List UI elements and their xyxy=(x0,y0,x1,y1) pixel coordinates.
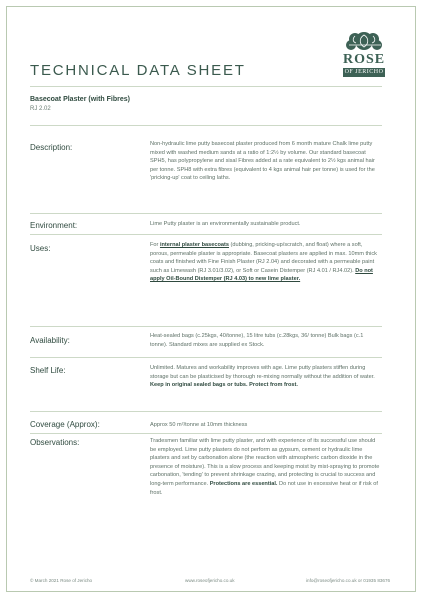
observations-text xyxy=(150,437,382,497)
availability-text: Heat-sealed bags (c.25kgs, 40/tonne), 15 litre tubs (c.28kgs, 36/ tonne) Bulk bags (c.1 tonne). Standard mixes are supplied ex Stock. xyxy=(150,333,364,348)
product-title: Basecoat Plaster (with Fibres) xyxy=(30,96,130,103)
observations-protection-note: Protections are essential. xyxy=(209,480,278,487)
footer-contact[interactable]: info@roseofjericho.co.uk or 01935 83676 xyxy=(306,578,391,583)
oil-bound-distemper-warning-link[interactable]: Do not apply Oil-Bound Distemper (RJ 4.03) to new lime plaster. xyxy=(150,267,373,283)
description-text: Non-hydraulic lime putty basecoat plaster produced from 6 month mature Chalk lime putty mixed with washed medium sands at a ratio of 1:2½ by volume. Our standard basecoat SPH5, has polypropylene and sisal Fibres added at a rate equivalent to 2½ kgs animal hair per tonne. SPH8 with extra fibres (equivalent to 4 kgs animal hair per tonne) is used for the 'pricking-up' coat to ceiling laths. xyxy=(150,141,375,182)
logo-word-rose: ROSE xyxy=(343,52,386,67)
page-border xyxy=(6,6,416,592)
header-divider xyxy=(30,125,382,126)
footer-copyright: © March 2021 Rose of Jericho xyxy=(30,578,93,583)
document-title: TECHNICAL DATA SHEET xyxy=(30,62,246,79)
title-divider xyxy=(30,86,382,87)
environment-label: Environment: xyxy=(30,221,78,230)
coverage-text: Approx 50 m²/tonne at 10mm thickness xyxy=(150,422,248,428)
observations-body: Tradesmen familiar with lime putty plaster, and with experience of its successful use should be employed. Lime putty plasters do not perform as gypsum, cement or hydraulic lime plasters and set by carbonation alone (the reaction with atmospheric carbon dioxide in the presence of moisture). This is a slow process and keeping moist by mist-spraying to promote carbonation, 'tending' to prevent shrinkage crazing, and protecting is crucial to success and long-term performance. xyxy=(150,438,380,487)
section-divider xyxy=(30,357,382,358)
uses-text xyxy=(150,241,382,284)
shelf-life-label: Shelf Life: xyxy=(30,366,66,375)
observations-tail: Do not use in excessive heat or if risk of frost. xyxy=(150,480,378,496)
internal-plaster-basecoats-link[interactable]: internal plaster basecoats xyxy=(159,242,229,248)
environment-text: Lime Putty plaster is an environmentally sustainable product. xyxy=(150,221,301,227)
observations-label: Observations: xyxy=(30,438,80,447)
uses-label: Uses: xyxy=(30,244,51,253)
shelf-life-text xyxy=(150,364,382,390)
availability-label: Availability: xyxy=(30,336,70,345)
coverage-label: Coverage (Approx): xyxy=(30,420,100,429)
product-code: RJ 2.02 xyxy=(30,106,51,112)
uses-text-intro: For xyxy=(150,242,160,248)
footer-website-link[interactable]: www.roseofjericho.co.uk xyxy=(185,578,235,583)
rose-emblem-icon xyxy=(343,30,385,52)
description-label: Description: xyxy=(30,143,73,152)
section-divider xyxy=(30,326,382,327)
shelf-life-storage-note: Keep in original sealed bags or tubs. Protect from frost. xyxy=(150,382,298,389)
rose-of-jericho-logo xyxy=(343,30,385,78)
section-divider xyxy=(30,234,382,235)
section-divider xyxy=(30,411,382,412)
section-divider xyxy=(30,433,382,434)
shelf-life-body: Unlimited. Matures and workability improves with age. Lime putty plasters stiffen during storage but can be plasticised by thorough re-mixing normally without the addition of water. xyxy=(150,365,375,380)
logo-word-of-jericho: OF JERICHO xyxy=(344,69,384,75)
section-divider xyxy=(30,213,382,214)
uses-text-body: (dubbing, pricking-up/scratch, and float) where a soft, porous, permeable plaster is appropriate. Basecoat plasters are applied in max. 10mm thick coats and finished with Fine Finish Plaster (RJ 2.04) and decorated with a permeable paint such as Limewash (RJ 3.01/3.02), or Soft or Casein Distemper (RJ 4.01 / RJ4.02). xyxy=(150,242,377,274)
